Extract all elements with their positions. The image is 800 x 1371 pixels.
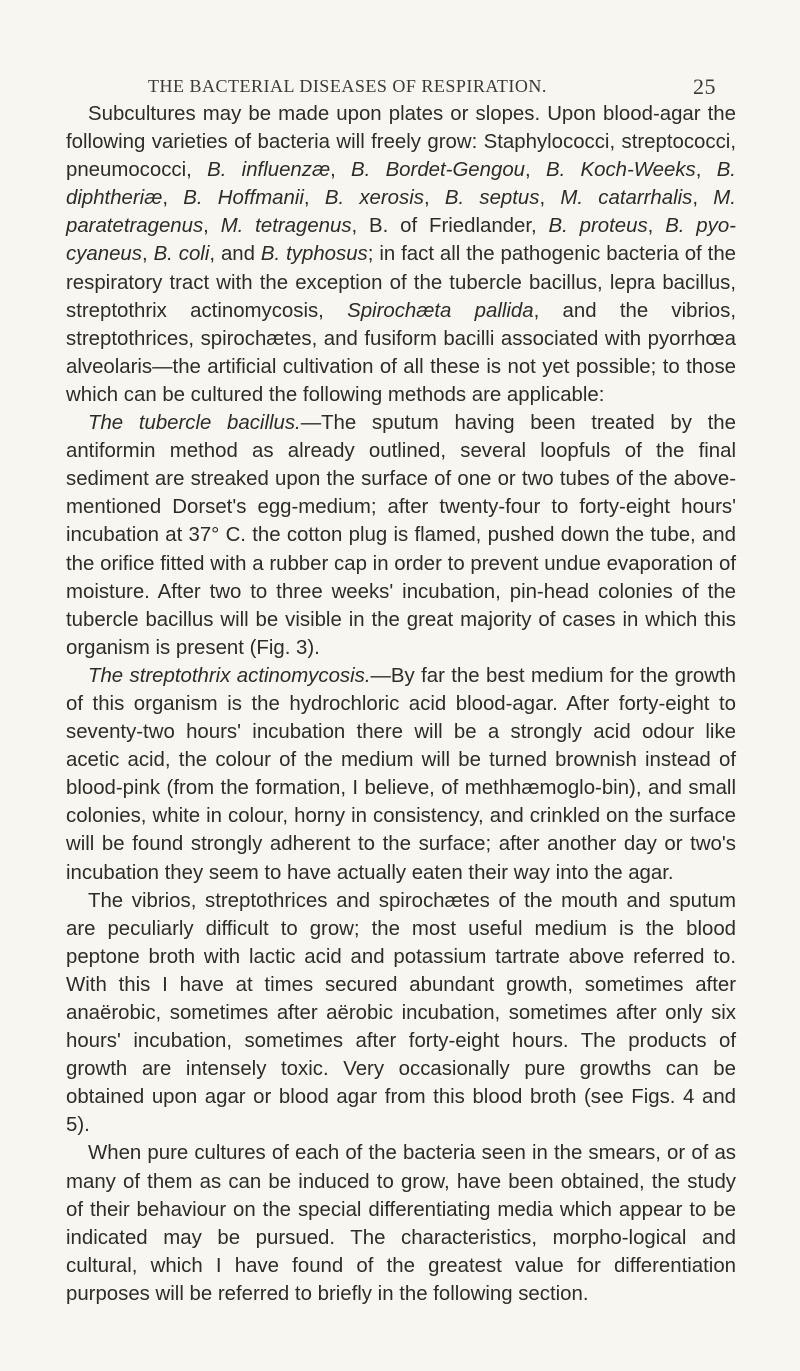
body-text [66,100,736,1308]
italic-term: B. xerosis [324,187,424,210]
text-run: —By far the best medium for the growth of this organism is the hydrochloric acid blood-agar. After forty-eight to seventy-two hours' incubation there will be a strongly acid odour like acetic acid, the colour of the medium will be turned brownish instead of blood-pink (from the formation, I believe, of methhæmoglo-bin), and small colonies, white in colour, horny in consistency, and crinkled on the surface will be found strongly adherent to the surface; after another day or two's incubation they seem to have actually eaten their way into the agar. [66,664,736,884]
page-number: 25 [693,74,716,99]
italic-term: The tubercle bacillus. [88,412,301,435]
italic-term: B. Hoffmanii [183,187,304,210]
italic-term: M. catarrhalis [560,187,693,210]
italic-term: M. paratetragenus [66,187,736,238]
text-run: , [141,243,154,266]
paragraph-streptothrix-actinomycosis [66,662,736,887]
text-run: , [692,187,714,210]
text-run: , [330,159,352,182]
italic-term: The streptothrix actinomycosis. [88,664,371,687]
paragraph-subcultures [66,100,736,409]
text-run: Subcultures may be made upon plates or slopes. Upon blood-agar the following varieties of bacteria will freely grow: Staphylococci, streptococci, pneumococci, [66,103,736,182]
paragraph-tubercle-bacillus [66,409,736,662]
italic-term: B. Bordet-Gengou [351,159,526,182]
italic-term: B. pyo-cyaneus [66,215,736,266]
text-run: , [647,215,666,238]
text-run: , and the vibrios, streptothrices, spirochætes, and fusiform bacilli associated with pyorrhœa alveolaris—the artificial cultivation of all these is not yet possible; to those which can be cultured the following methods are applicable: [66,299,737,406]
text-run: , [525,159,546,182]
text-run: , B. of Friedlander, [351,215,549,238]
italic-term: B. proteus [548,215,648,238]
italic-term: B. septus [444,187,540,210]
italic-term: Spirochæta pallida [347,299,534,322]
text-run: , [695,159,717,182]
text-run: ; in fact all the pathogenic bacteria of the respiratory tract with the exception of the tubercle bacillus, lepra bacillus, streptothrix actinomycosis, [66,243,736,322]
text-run: , [162,187,184,210]
italic-term: M. tetragenus [220,215,352,238]
italic-term: B. diphtheriæ [66,159,736,210]
text-run: , [203,215,221,238]
running-title: THE BACTERIAL DISEASES OF RESPIRATION. [148,76,547,96]
italic-term: B. Koch-Weeks [545,159,696,182]
text-run: —The sputum having been treated by the antiformin method as already outlined, several loopfuls of the final sediment are streaked upon the surface of one or two tubes of the above-mentioned Dorset's egg-medium; after twenty-four to forty-eight hours' incubation at 37° C. the cotton plug is flamed, pushed down the tube, and the orifice fitted with a rubber cap in order to prevent undue evaporation of moisture. After two to three weeks' incubation, pin-head colonies of the tubercle bacillus will be visible in the great majority of cases in which this organism is present (Fig. 3). [66,412,736,659]
paragraph-pure-cultures [66,1139,736,1308]
text-run: , [539,187,561,210]
italic-term: B. typhosus [260,243,368,266]
text-run: When pure cultures of each of the bacteria seen in the smears, or of as many of them as can be induced to grow, have been obtained, the study of their behaviour on the special differentiating media which appear to be indicated may be pursued. The characteristics, morpho-logical and cultural, which I have found of the greatest value for differentiation purposes will be referred to briefly in the following section. [66,1142,736,1305]
italic-term: B. influenzæ [207,159,331,182]
text-run: The vibrios, streptothrices and spirochætes of the mouth and sputum are peculiarly difficult to grow; the most useful medium is the blood peptone broth with lactic acid and potassium tartrate above referred to. With this I have at times secured abundant growth, sometimes after anaërobic, sometimes after aërobic incubation, sometimes after only six hours' incubation, sometimes after forty-eight hours. The products of growth are intensely toxic. Very occasionally pure growths can be obtained upon agar or blood agar from this blood broth (see Figs. 4 and 5). [66,889,736,1137]
italic-term: B. coli [153,243,210,266]
text-run: , [303,187,325,210]
text-run: , [423,187,445,210]
paragraph-vibrios [66,887,736,1140]
text-run: , and [209,243,261,266]
